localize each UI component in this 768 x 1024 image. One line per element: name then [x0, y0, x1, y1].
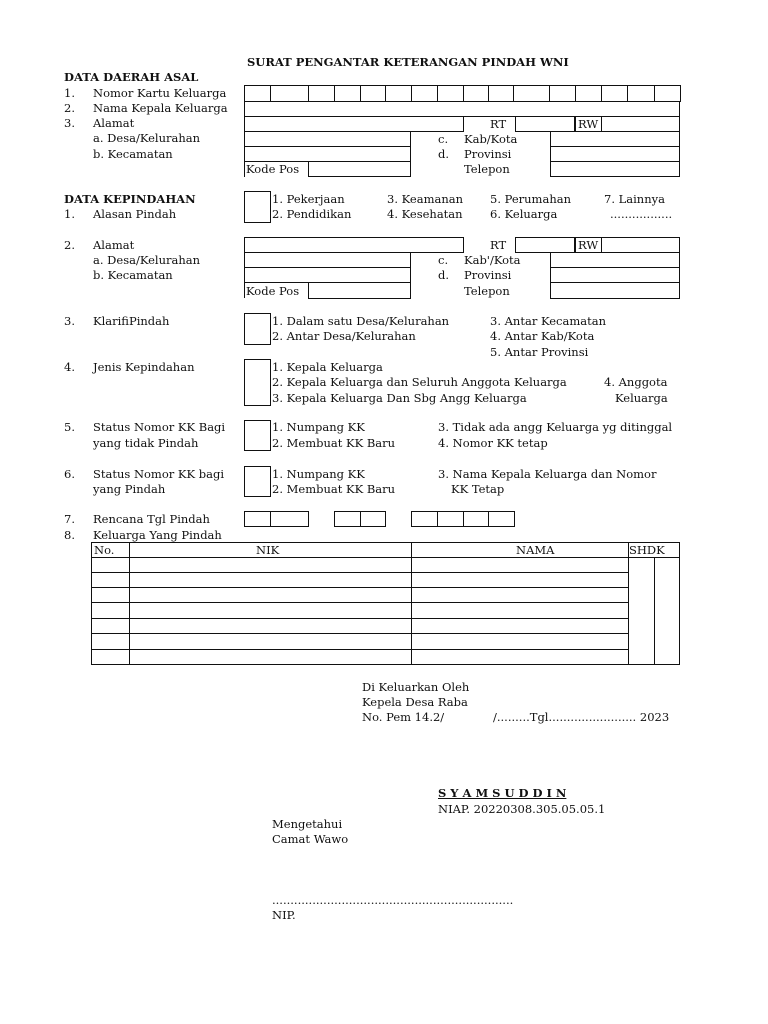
table-row: [91, 618, 628, 619]
label-nomor-kk: Nomor Kartu Keluarga: [93, 86, 227, 100]
section-asal-heading: DATA DAERAH ASAL: [64, 70, 199, 84]
letter-d: d.: [438, 268, 450, 282]
tgl-year-cell[interactable]: [437, 511, 464, 527]
keluarga-table: [91, 542, 680, 665]
num-p5: 5.: [64, 420, 75, 434]
num-p3: 3.: [64, 314, 75, 328]
kk-digit-cell[interactable]: [488, 85, 514, 102]
label-status-tidak: Status Nomor KK Bagi: [93, 420, 226, 434]
alasan-code-box[interactable]: [244, 191, 271, 223]
alasan-opt: 3. Keamanan: [387, 192, 464, 206]
label-desa-tujuan: a. Desa/Kelurahan: [93, 253, 201, 267]
col-shdk-header: SHDK: [629, 543, 665, 557]
rw-label: RW: [578, 238, 599, 252]
kk-digit-cell[interactable]: [308, 85, 335, 102]
tgl-day-cell[interactable]: [244, 511, 271, 527]
kepala-desa: Kepela Desa Raba: [362, 695, 468, 709]
alasan-lainnya-dots: .................: [610, 207, 673, 221]
status-pindah-opt: 1. Numpang KK: [272, 467, 365, 481]
col-nik-header: NIK: [256, 543, 280, 557]
kk-digit-cell[interactable]: [627, 85, 655, 102]
prov-tujuan-field[interactable]: [550, 267, 680, 283]
num-p1: 1.: [64, 207, 75, 221]
label-status-tidak: yang tidak Pindah: [93, 436, 199, 450]
kecamatan-asal-field[interactable]: [244, 146, 411, 162]
alasan-opt: 1. Pekerjaan: [272, 192, 345, 206]
nama-kepala-field[interactable]: [244, 101, 680, 117]
kk-digit-cell[interactable]: [244, 85, 271, 102]
rw-asal-field[interactable]: [601, 116, 680, 132]
letter-d: d.: [438, 147, 450, 161]
klasifikasi-opt: 1. Dalam satu Desa/Kelurahan: [272, 314, 450, 328]
status-pindah-opt: KK Tetap: [451, 482, 505, 496]
jenis-opt: Keluarga: [615, 391, 668, 405]
kk-digit-cell[interactable]: [575, 85, 602, 102]
col-no-header: No.: [94, 543, 115, 557]
alasan-opt: 5. Perumahan: [490, 192, 571, 206]
camat-signature-line: ..................................................................: [272, 893, 514, 907]
kab-asal-field[interactable]: [550, 131, 680, 147]
rt-label: RT: [490, 238, 507, 252]
num-p2: 2.: [64, 238, 75, 252]
kodepos-asal-field[interactable]: [308, 161, 411, 177]
status-tidak-opt: 3. Tidak ada angg Keluarga yg ditinggal: [438, 420, 673, 434]
label-jenis: Jenis Kepindahan: [93, 360, 195, 374]
tgl-year-cell[interactable]: [463, 511, 489, 527]
label-telepon-asal: Telepon: [464, 162, 510, 176]
kecamatan-tujuan-field[interactable]: [244, 267, 411, 283]
table-row: [91, 587, 628, 588]
num-3: 3.: [64, 116, 75, 130]
klasifikasi-opt: 4. Antar Kab/Kota: [490, 329, 595, 343]
label-kecamatan-asal: b. Kecamatan: [93, 147, 173, 161]
jenis-opt: 3. Kepala Keluarga Dan Sbg Angg Keluarga: [272, 391, 527, 405]
label-prov-asal: Provinsi: [464, 147, 512, 161]
label-klasifikasi: KlarifiPindah: [93, 314, 170, 328]
tgl-month-cell[interactable]: [334, 511, 361, 527]
kk-digit-cell[interactable]: [463, 85, 489, 102]
kk-digit-cell[interactable]: [334, 85, 361, 102]
tgl-month-cell[interactable]: [360, 511, 386, 527]
kk-digit-cell[interactable]: [601, 85, 628, 102]
section-pindah-heading: DATA KEPINDAHAN: [64, 192, 196, 206]
desa-asal-field[interactable]: [244, 131, 411, 147]
label-desa-asal: a. Desa/Kelurahan: [93, 131, 201, 145]
kodepos-tujuan-field[interactable]: [308, 282, 411, 299]
jenis-opt: 1. Kepala Keluarga: [272, 360, 383, 374]
rt-asal-field[interactable]: [515, 116, 575, 132]
status-pindah-opt: 2. Membuat KK Baru: [272, 482, 396, 496]
kk-digit-cell[interactable]: [513, 85, 550, 102]
rw-label: RW: [578, 117, 599, 131]
status-pindah-opt: 3. Nama Kepala Keluarga dan Nomor: [438, 467, 657, 481]
telepon-asal-field[interactable]: [550, 161, 680, 177]
col-nama-header: NAMA: [516, 543, 555, 557]
alasan-opt: 2. Pendidikan: [272, 207, 352, 221]
kk-digit-cell[interactable]: [654, 85, 681, 102]
klasifikasi-code-box[interactable]: [244, 313, 271, 345]
label-status-pindah: yang Pindah: [93, 482, 166, 496]
label-kab-tujuan: Kab'/Kota: [464, 253, 521, 267]
rt-tujuan-field[interactable]: [515, 237, 575, 253]
label-kodepos-asal: Kode Pos: [246, 162, 300, 176]
status-pindah-code-box[interactable]: [244, 466, 271, 497]
label-alamat-tujuan: Alamat: [93, 238, 135, 252]
alamat-tujuan-field[interactable]: [244, 237, 464, 253]
status-tidak-code-box[interactable]: [244, 420, 271, 451]
kab-tujuan-field[interactable]: [550, 252, 680, 268]
alasan-opt: 6. Keluarga: [490, 207, 558, 221]
label-nama-kepala: Nama Kepala Keluarga: [93, 101, 228, 115]
label-alasan: Alasan Pindah: [93, 207, 177, 221]
kk-digit-cell[interactable]: [411, 85, 438, 102]
camat: Camat Wawo: [272, 832, 349, 846]
klasifikasi-opt: 2. Antar Desa/Kelurahan: [272, 329, 416, 343]
kk-digit-cell[interactable]: [437, 85, 464, 102]
label-alamat-asal: Alamat: [93, 116, 135, 130]
table-row: [91, 602, 628, 603]
rt-label: RT: [490, 117, 507, 131]
desa-tujuan-field[interactable]: [244, 252, 411, 268]
prov-asal-field[interactable]: [550, 146, 680, 162]
kk-digit-cell[interactable]: [360, 85, 386, 102]
num-p6: 6.: [64, 467, 75, 481]
num-p8: 8.: [64, 528, 75, 542]
label-kecamatan-tujuan: b. Kecamatan: [93, 268, 173, 282]
rw-tujuan-field[interactable]: [601, 237, 680, 253]
num-p4: 4.: [64, 360, 75, 374]
signer-niap: NIAP. 20220308.305.05.05.1: [438, 802, 606, 816]
label-kab-asal: Kab/Kota: [464, 132, 518, 146]
tanggal-surat: /.........Tgl........................ 2023: [493, 710, 670, 724]
num-2: 2.: [64, 101, 75, 115]
num-1: 1.: [64, 86, 75, 100]
signer-name: S Y A M S U D D I N: [438, 786, 567, 800]
table-row: [91, 633, 628, 634]
telepon-tujuan-field[interactable]: [550, 282, 680, 299]
dikeluarkan-oleh: Di Keluarkan Oleh: [362, 680, 470, 694]
table-row: [91, 649, 628, 650]
label-prov-tujuan: Provinsi: [464, 268, 512, 282]
tgl-year-cell[interactable]: [488, 511, 515, 527]
klasifikasi-opt: 3. Antar Kecamatan: [490, 314, 606, 328]
jenis-opt: 2. Kepala Keluarga dan Seluruh Anggota Keluarga: [272, 375, 567, 389]
letter-c: c.: [438, 253, 449, 267]
klasifikasi-opt: 5. Antar Provinsi: [490, 345, 589, 359]
nomor-pem: No. Pem 14.2/: [362, 710, 445, 724]
letter-c: c.: [438, 132, 449, 146]
status-tidak-opt: 1. Numpang KK: [272, 420, 365, 434]
camat-nip: NIP.: [272, 908, 296, 922]
label-rencana-tgl: Rencana Tgl Pindah: [93, 512, 210, 526]
alasan-opt: 4. Kesehatan: [387, 207, 463, 221]
label-status-pindah: Status Nomor KK bagi: [93, 467, 225, 481]
alamat-asal-field[interactable]: [244, 116, 464, 132]
label-telepon-tujuan: Telepon: [464, 284, 510, 298]
label-keluarga-pindah: Keluarga Yang Pindah: [93, 528, 222, 542]
status-tidak-opt: 2. Membuat KK Baru: [272, 436, 396, 450]
alasan-opt: 7. Lainnya: [604, 192, 665, 206]
mengetahui: Mengetahui: [272, 817, 343, 831]
kk-digit-cell[interactable]: [385, 85, 412, 102]
jenis-code-box[interactable]: [244, 359, 271, 406]
status-tidak-opt: 4. Nomor KK tetap: [438, 436, 548, 450]
tgl-day-cell[interactable]: [270, 511, 309, 527]
kk-digit-cell[interactable]: [549, 85, 576, 102]
label-kodepos-tujuan: Kode Pos: [246, 284, 300, 298]
table-row: [91, 572, 628, 573]
kk-digit-cell[interactable]: [270, 85, 309, 102]
num-p7: 7.: [64, 512, 75, 526]
jenis-opt: 4. Anggota: [604, 375, 668, 389]
tgl-year-cell[interactable]: [411, 511, 438, 527]
document-title: SURAT PENGANTAR KETERANGAN PINDAH WNI: [247, 55, 569, 69]
